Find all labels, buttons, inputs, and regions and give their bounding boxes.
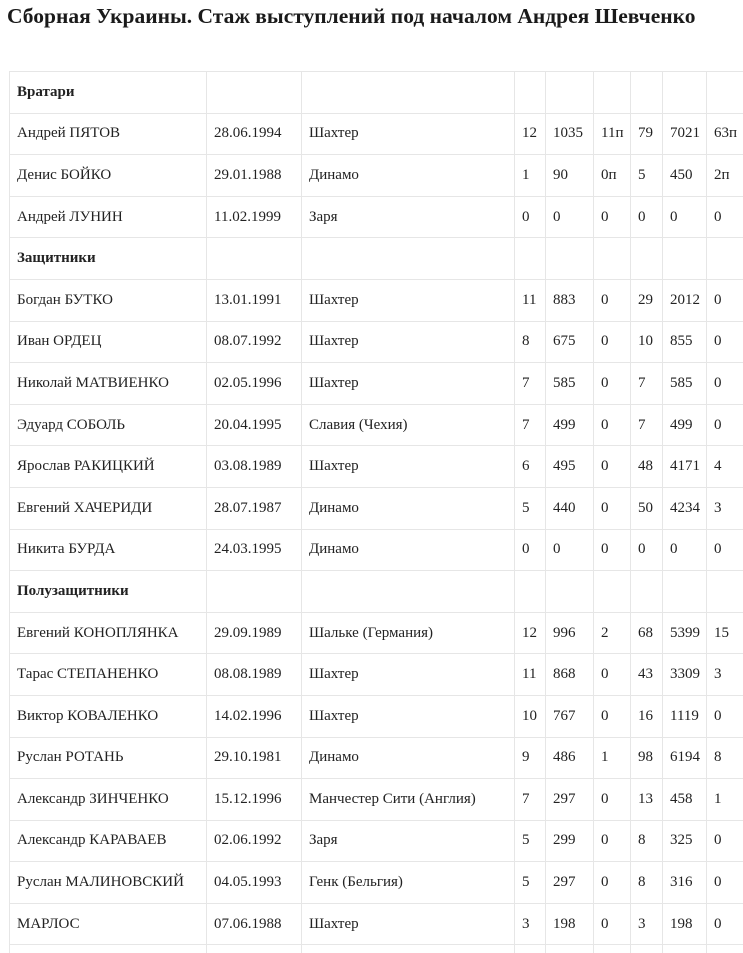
player-name-cell: Николай МАТВИЕНКО (10, 363, 207, 405)
stat-cell: 0 (707, 196, 743, 238)
stat-cell: 11 (515, 654, 546, 696)
stat-cell: 10 (515, 695, 546, 737)
stat-cell: 7 (515, 779, 546, 821)
stat-cell: 79 (631, 113, 663, 155)
player-name-cell: Евгений ХАЧЕРИДИ (10, 487, 207, 529)
stat-cell: 3 (631, 903, 663, 945)
stat-cell: 0п (594, 155, 631, 197)
stat-cell: 7 (515, 363, 546, 405)
club-cell: Шахтер (302, 113, 515, 155)
stat-cell: 5 (515, 862, 546, 904)
club-cell: Динамо (302, 155, 515, 197)
stat-cell: 585 (663, 363, 707, 405)
club-cell: Шахтер (302, 695, 515, 737)
empty-cell (707, 571, 743, 613)
stat-cell: 0 (707, 321, 743, 363)
stat-cell: 767 (546, 695, 594, 737)
birth-date-cell: 03.08.1989 (207, 446, 302, 488)
birth-date-cell: 20.04.1995 (207, 404, 302, 446)
stat-cell: 0 (594, 279, 631, 321)
stat-cell: 0 (707, 695, 743, 737)
table-row (10, 279, 743, 321)
stat-cell: 198 (663, 903, 707, 945)
stats-table-container (9, 71, 743, 953)
birth-date-cell: 29.10.1981 (207, 737, 302, 779)
birth-date-cell: 08.08.1989 (207, 654, 302, 696)
stat-cell: 0 (594, 779, 631, 821)
stat-cell: 1 (515, 155, 546, 197)
stat-cell: 0 (594, 862, 631, 904)
stat-cell: 325 (663, 820, 707, 862)
birth-date-cell: 29.01.1988 (207, 155, 302, 197)
stat-cell: 299 (546, 820, 594, 862)
stat-cell: 7 (515, 404, 546, 446)
stat-cell: 0 (707, 404, 743, 446)
stat-cell (631, 945, 663, 953)
stat-cell: 1 (707, 779, 743, 821)
stat-cell: 675 (546, 321, 594, 363)
stat-cell: 6194 (663, 737, 707, 779)
stat-cell: 0 (707, 903, 743, 945)
stat-cell (515, 945, 546, 953)
stat-cell: 2 (594, 612, 631, 654)
stat-cell: 5 (631, 155, 663, 197)
stat-cell: 585 (546, 363, 594, 405)
stat-cell: 0 (594, 196, 631, 238)
birth-date-cell: 08.07.1992 (207, 321, 302, 363)
page-title: Сборная Украины. Стаж выступлений под началом Андрея Шевченко (7, 4, 696, 28)
player-name-cell: Эдуард СОБОЛЬ (10, 404, 207, 446)
stat-cell: 9 (515, 737, 546, 779)
club-cell (302, 945, 515, 953)
stat-cell: 0 (594, 404, 631, 446)
stat-cell: 4171 (663, 446, 707, 488)
club-cell: Манчестер Сити (Англия) (302, 779, 515, 821)
stat-cell: 1 (594, 737, 631, 779)
table-row (10, 404, 743, 446)
stat-cell: 855 (663, 321, 707, 363)
stat-cell: 98 (631, 737, 663, 779)
stat-cell: 1119 (663, 695, 707, 737)
stat-cell: 458 (663, 779, 707, 821)
player-name-cell: Андрей ЛУНИН (10, 196, 207, 238)
stat-cell: 16 (631, 695, 663, 737)
club-cell: Заря (302, 196, 515, 238)
stat-cell: 0 (594, 820, 631, 862)
stats-table (9, 71, 743, 953)
birth-date-cell: 14.02.1996 (207, 695, 302, 737)
club-cell: Шахтер (302, 363, 515, 405)
stat-cell: 0 (594, 321, 631, 363)
empty-cell (546, 571, 594, 613)
club-cell: Шахтер (302, 321, 515, 363)
table-row (10, 113, 743, 155)
player-name-cell: Руслан МАЛИНОВСКИЙ (10, 862, 207, 904)
stat-cell: 0 (663, 196, 707, 238)
player-name-cell: Богдан БУТКО (10, 279, 207, 321)
empty-cell (515, 571, 546, 613)
stat-cell: 0 (546, 529, 594, 571)
birth-date-cell: 28.07.1987 (207, 487, 302, 529)
player-name-cell: Андрей ПЯТОВ (10, 113, 207, 155)
player-name-cell: Денис БОЙКО (10, 155, 207, 197)
club-cell: Заря (302, 820, 515, 862)
player-name-cell: Виктор КОВАЛЕНКО (10, 695, 207, 737)
empty-cell (594, 72, 631, 114)
club-cell: Шальке (Германия) (302, 612, 515, 654)
table-row (10, 529, 743, 571)
stat-cell: 883 (546, 279, 594, 321)
stat-cell: 8 (515, 321, 546, 363)
stat-cell: 0 (594, 446, 631, 488)
stat-cell: 0 (594, 529, 631, 571)
section-title: Вратари (10, 72, 207, 114)
stat-cell: 996 (546, 612, 594, 654)
stat-cell: 4234 (663, 487, 707, 529)
stat-cell: 13 (631, 779, 663, 821)
stat-cell: 0 (515, 529, 546, 571)
empty-cell (302, 571, 515, 613)
section-header-row (10, 571, 743, 613)
table-row (10, 737, 743, 779)
empty-cell (663, 238, 707, 280)
stat-cell: 8 (631, 862, 663, 904)
stat-cell: 0 (631, 196, 663, 238)
birth-date-cell: 24.03.1995 (207, 529, 302, 571)
stat-cell: 0 (707, 363, 743, 405)
player-name-cell: Ярослав РАКИЦКИЙ (10, 446, 207, 488)
stat-cell: 297 (546, 862, 594, 904)
player-name-cell (10, 945, 207, 953)
stat-cell: 90 (546, 155, 594, 197)
empty-cell (302, 238, 515, 280)
stat-cell: 43 (631, 654, 663, 696)
table-row (10, 903, 743, 945)
stat-cell: 486 (546, 737, 594, 779)
player-name-cell: Никита БУРДА (10, 529, 207, 571)
stat-cell: 3309 (663, 654, 707, 696)
empty-cell (546, 72, 594, 114)
stat-cell (594, 945, 631, 953)
stat-cell: 499 (546, 404, 594, 446)
stat-cell: 5 (515, 487, 546, 529)
table-row (10, 779, 743, 821)
stat-cell: 10 (631, 321, 663, 363)
birth-date-cell: 15.12.1996 (207, 779, 302, 821)
empty-cell (302, 72, 515, 114)
empty-cell (207, 72, 302, 114)
section-header-row (10, 72, 743, 114)
stat-cell: 0 (594, 654, 631, 696)
stat-cell (663, 945, 707, 953)
stat-cell: 0 (707, 529, 743, 571)
stat-cell: 495 (546, 446, 594, 488)
club-cell: Шахтер (302, 279, 515, 321)
stat-cell: 450 (663, 155, 707, 197)
club-cell: Шахтер (302, 446, 515, 488)
birth-date-cell (207, 945, 302, 953)
table-row (10, 321, 743, 363)
stat-cell: 0 (594, 903, 631, 945)
stat-cell: 2012 (663, 279, 707, 321)
birth-date-cell: 28.06.1994 (207, 113, 302, 155)
player-name-cell: Иван ОРДЕЦ (10, 321, 207, 363)
stat-cell: 0 (707, 820, 743, 862)
stat-cell: 12 (515, 113, 546, 155)
stat-cell: 0 (707, 862, 743, 904)
empty-cell (663, 571, 707, 613)
player-name-cell: Руслан РОТАНЬ (10, 737, 207, 779)
club-cell: Динамо (302, 529, 515, 571)
section-title: Защитники (10, 238, 207, 280)
stat-cell: 198 (546, 903, 594, 945)
stat-cell: 7021 (663, 113, 707, 155)
stat-cell: 11 (515, 279, 546, 321)
stat-cell: 29 (631, 279, 663, 321)
stat-cell: 48 (631, 446, 663, 488)
stat-cell: 5 (515, 820, 546, 862)
club-cell: Генк (Бельгия) (302, 862, 515, 904)
stat-cell: 11п (594, 113, 631, 155)
stat-cell: 15 (707, 612, 743, 654)
stat-cell: 316 (663, 862, 707, 904)
birth-date-cell: 02.06.1992 (207, 820, 302, 862)
stat-cell: 440 (546, 487, 594, 529)
stat-cell: 63п (707, 113, 743, 155)
empty-cell (663, 72, 707, 114)
stat-cell: 3 (707, 654, 743, 696)
empty-cell (515, 72, 546, 114)
stat-cell: 0 (515, 196, 546, 238)
stat-cell (546, 945, 594, 953)
stat-cell: 8 (707, 737, 743, 779)
stat-cell: 868 (546, 654, 594, 696)
stat-cell: 68 (631, 612, 663, 654)
empty-cell (631, 238, 663, 280)
table-row (10, 487, 743, 529)
stat-cell: 7 (631, 363, 663, 405)
table-row (10, 446, 743, 488)
table-row (10, 820, 743, 862)
stat-cell: 5399 (663, 612, 707, 654)
birth-date-cell: 07.06.1988 (207, 903, 302, 945)
player-name-cell: Евгений КОНОПЛЯНКА (10, 612, 207, 654)
player-name-cell: Тарас СТЕПАНЕНКО (10, 654, 207, 696)
birth-date-cell: 13.01.1991 (207, 279, 302, 321)
stat-cell: 0 (631, 529, 663, 571)
birth-date-cell: 29.09.1989 (207, 612, 302, 654)
stat-cell: 297 (546, 779, 594, 821)
section-title: Полузащитники (10, 571, 207, 613)
table-row (10, 862, 743, 904)
club-cell: Шахтер (302, 903, 515, 945)
empty-cell (707, 238, 743, 280)
player-name-cell: Александр ЗИНЧЕНКО (10, 779, 207, 821)
club-cell: Шахтер (302, 654, 515, 696)
empty-cell (631, 571, 663, 613)
stat-cell: 0 (594, 363, 631, 405)
stat-cell: 12 (515, 612, 546, 654)
empty-cell (594, 571, 631, 613)
stat-cell: 0 (546, 196, 594, 238)
stat-cell: 0 (594, 487, 631, 529)
section-header-row (10, 238, 743, 280)
stat-cell: 50 (631, 487, 663, 529)
stat-cell: 0 (594, 695, 631, 737)
birth-date-cell: 11.02.1999 (207, 196, 302, 238)
player-name-cell: МАРЛОС (10, 903, 207, 945)
table-row (10, 945, 743, 953)
table-row (10, 695, 743, 737)
table-row (10, 612, 743, 654)
table-row (10, 155, 743, 197)
club-cell: Славия (Чехия) (302, 404, 515, 446)
empty-cell (546, 238, 594, 280)
table-row (10, 654, 743, 696)
club-cell: Динамо (302, 487, 515, 529)
stat-cell: 3 (515, 903, 546, 945)
stat-cell: 2п (707, 155, 743, 197)
stat-cell: 499 (663, 404, 707, 446)
stat-cell: 4 (707, 446, 743, 488)
empty-cell (707, 72, 743, 114)
stat-cell: 6 (515, 446, 546, 488)
birth-date-cell: 04.05.1993 (207, 862, 302, 904)
stat-cell: 8 (631, 820, 663, 862)
table-row (10, 363, 743, 405)
club-cell: Динамо (302, 737, 515, 779)
table-row (10, 196, 743, 238)
stat-cell: 7 (631, 404, 663, 446)
stat-cell: 1035 (546, 113, 594, 155)
empty-cell (207, 238, 302, 280)
empty-cell (515, 238, 546, 280)
empty-cell (631, 72, 663, 114)
stat-cell (707, 945, 743, 953)
player-name-cell: Александр КАРАВАЕВ (10, 820, 207, 862)
stat-cell: 0 (707, 279, 743, 321)
empty-cell (207, 571, 302, 613)
stat-cell: 3 (707, 487, 743, 529)
birth-date-cell: 02.05.1996 (207, 363, 302, 405)
stats-table-body (10, 72, 743, 953)
stat-cell: 0 (663, 529, 707, 571)
empty-cell (594, 238, 631, 280)
